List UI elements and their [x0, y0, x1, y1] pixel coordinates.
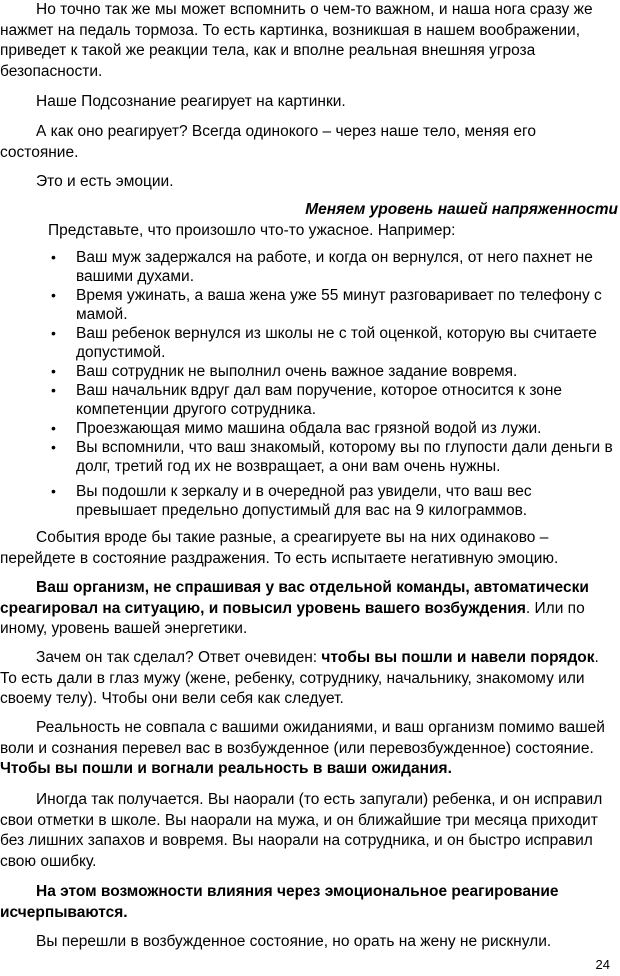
- page-number: 24: [595, 957, 610, 972]
- list-item-text: Ваш ребенок вернулся из школы не с той оценкой, которую вы считаете допустимой.: [76, 325, 597, 361]
- paragraph-8: [0, 718, 616, 780]
- paragraph-7: [0, 648, 616, 710]
- list-item-text: Проезжающая мимо машина обдала вас грязной водой из лужи.: [76, 420, 542, 437]
- bullet-glyph: •: [51, 363, 56, 379]
- paragraph-8-lead: Реальность не совпала с вашими ожиданиями, и ваш организм помимо вашей воли и сознания перевел вас в возбужденное (или перевозбужденное) состояние.: [0, 719, 605, 757]
- bullet-glyph: •: [51, 325, 56, 341]
- list-item-text: Ваш начальник вдруг дал вам поручение, которое относится к зоне компетенции другого сотрудника.: [76, 382, 563, 418]
- paragraph-7-lead: Зачем он так сделал? Ответ очевиден:: [36, 649, 322, 666]
- list-item: [0, 286, 616, 324]
- paragraph-10: [0, 882, 616, 923]
- list-item-text: Ваш сотрудник не выполнил очень важное задание вовремя.: [76, 363, 518, 380]
- paragraph-6-bold: Ваш организм, не спрашивая у вас отдельной команды, автоматически среагировал на ситуацию, и повысил уровень вашего возбуждения: [0, 579, 589, 617]
- bullet-glyph: •: [51, 420, 56, 436]
- list-item: [0, 324, 616, 362]
- examples-list: [0, 248, 616, 520]
- list-item: [0, 362, 616, 381]
- bullet-glyph: •: [51, 439, 56, 455]
- list-item-text: Вы подошли к зеркалу и в очередной раз увидели, что ваш вес превышает предельно допустимый для вас на 9 килограммов.: [76, 483, 532, 519]
- list-item-text: Время ужинать, а ваша жена уже 55 минут разговаривает по телефону с мамой.: [76, 287, 602, 323]
- list-item: [0, 438, 616, 476]
- bullet-glyph: •: [51, 382, 56, 398]
- bullet-glyph: •: [51, 249, 56, 265]
- list-item: [0, 419, 616, 438]
- paragraph-7-bold: чтобы вы пошли и навели порядок: [321, 649, 595, 666]
- intro-line: Представьте, что произошло что-то ужасное. Например:: [48, 222, 456, 239]
- section-heading: Меняем уровень нашей напряженности: [305, 201, 618, 218]
- bullet-glyph: •: [51, 287, 56, 303]
- paragraph-10-bold: На этом возможности влияния через эмоциональное реагирование исчерпываются.: [0, 883, 559, 921]
- paragraph-2: Наше Подсознание реагирует на картинки.: [36, 93, 346, 110]
- paragraph-7-rest: . То есть дали в глаз мужу (жене, ребенку, сотруднику, начальнику, знакомому или своему телу). Чтобы они вели себя как следует.: [0, 649, 599, 707]
- list-item: [0, 248, 616, 286]
- paragraph-3: А как оно реагирует? Всегда одинокого – через наше тело, меняя его состояние.: [0, 123, 536, 161]
- bullet-glyph: •: [51, 483, 56, 499]
- paragraph-8-bold: Чтобы вы пошли и вогнали реальность в ваши ожидания.: [0, 760, 452, 777]
- list-item: [0, 482, 616, 520]
- paragraph-6: [0, 578, 616, 640]
- list-item-text: Ваш муж задержался на работе, и когда он вернулся, от него пахнет не вашими духами.: [76, 249, 593, 285]
- paragraph-9: Иногда так получается. Вы наорали (то есть запугали) ребенка, и он исправил свои отметки в школе. Вы наорали на мужа, и он ближайшие три месяца приходит без лишних запахов и вовремя. Вы наорали на сотрудника, и он быстро исправил свою ошибку.: [0, 791, 603, 870]
- paragraph-1: Но точно так же мы может вспомнить о чем-то важном, и наша нога сразу же нажмет на педаль тормоза. То есть картинка, возникшая в нашем воображении, приведет к такой же реакции тела, как и вполне реальная внешняя угроза безопасности.: [0, 1, 593, 80]
- list-item-text: Вы вспомнили, что ваш знакомый, которому вы по глупости дали деньги в долг, третий год их не возвращает, а они вам очень нужны.: [76, 439, 613, 475]
- paragraph-4: Это и есть эмоции.: [36, 173, 174, 190]
- paragraph-6-rest: . Или по иному, уровень вашей энергетики.: [0, 599, 585, 637]
- paragraph-5: События вроде бы такие разные, а среагируете вы на них одинаково – перейдете в состояние раздражения. То есть испытаете негативную эмоцию.: [0, 529, 559, 567]
- list-item: [0, 381, 616, 419]
- paragraph-11: Вы перешли в возбужденное состояние, но орать на жену не рискнули.: [36, 933, 552, 950]
